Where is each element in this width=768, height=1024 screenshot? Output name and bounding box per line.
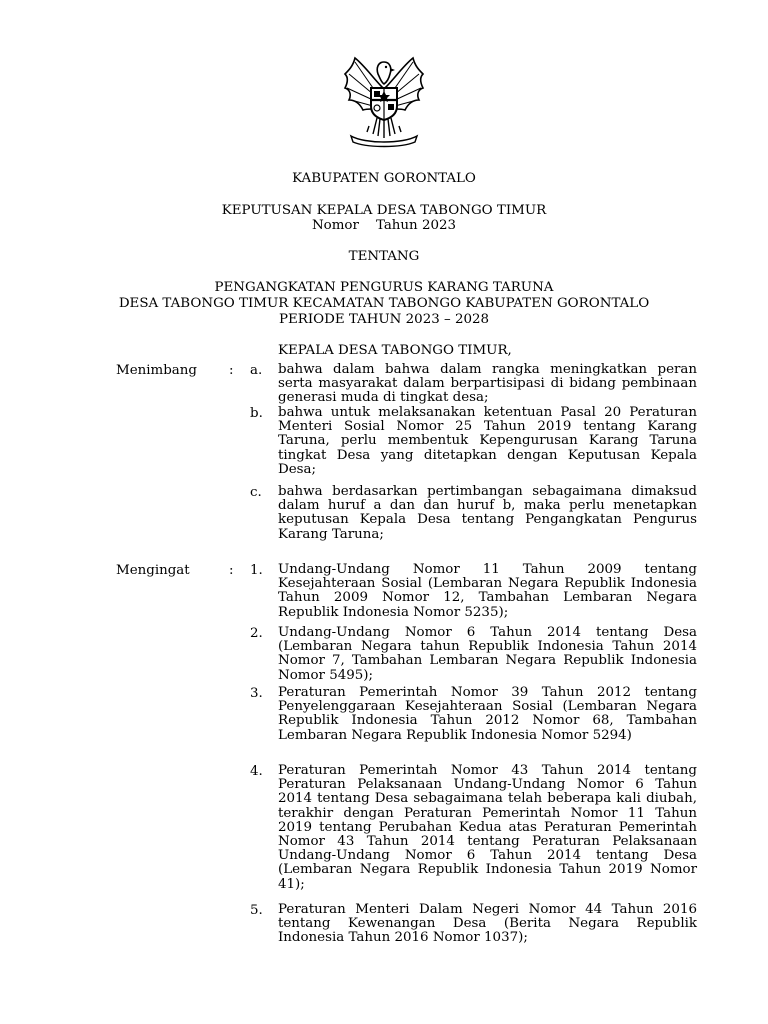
item-mark: 2. bbox=[250, 626, 263, 641]
item-mark: 1. bbox=[250, 563, 263, 578]
item-text: Undang-Undang Nomor 11 Tahun 2009 tentang Kesejahteraan Sosial (Lembaran Negara Republik Indonesia Tahun 2009 Nomor 12, Tambahan Lembaran Negara Republik Indonesia Nomor 5235); bbox=[278, 562, 697, 620]
garuda-emblem-icon bbox=[343, 48, 425, 148]
item-text: bahwa dalam bahwa dalam rangka meningkatkan peran serta masyarakat dalam berpartisipasi di bidang pembinaan generasi muda di tingkat desa; bbox=[278, 362, 697, 406]
item-text: Peraturan Menteri Dalam Negeri Nomor 44 Tahun 2016 tentang Kewenangan Desa (Berita Negara Republik Indonesia Tahun 2016 Nomor 1037); bbox=[278, 902, 697, 946]
item-mark: b. bbox=[250, 406, 263, 421]
mengingat-colon: : bbox=[229, 563, 234, 578]
subject-line-1: PENGANGKATAN PENGURUS KARANG TARUNA bbox=[214, 280, 554, 295]
number-label: Nomor bbox=[311, 218, 359, 233]
about-heading: TENTANG bbox=[348, 249, 420, 264]
issuer-heading: KEPALA DESA TABONGO TIMUR, bbox=[278, 343, 512, 358]
item-text: bahwa untuk melaksanakan ketentuan Pasal 20 Peraturan Menteri Sosial Nomor 25 Tahun 2019 tentang Karang Taruna, perlu membentuk Kepengurusan Karang Taruna tingkat Desa yang ditetapkan dengan Keputusan Kepala Desa; bbox=[278, 405, 697, 477]
subject-line-2: DESA TABONGO TIMUR KECAMATAN TABONGO KABUPATEN GORONTALO bbox=[118, 296, 650, 311]
item-mark: c. bbox=[250, 485, 262, 500]
item-text: Undang-Undang Nomor 6 Tahun 2014 tentang Desa (Lembaran Negara tahun Republik Indonesia Tahun 2014 Nomor 7, Tambahan Lembaran Negara Republik Indonesia Nomor 5495); bbox=[278, 625, 697, 683]
mengingat-label: Mengingat bbox=[116, 563, 190, 578]
item-mark: a. bbox=[250, 363, 263, 378]
item-text: Peraturan Pemerintah Nomor 39 Tahun 2012 tentang Penyelenggaraan Kesejahteraan Sosial (Lembaran Negara Republik Indonesia Tahun 2012 Nomor 68, Tambahan Lembaran Negara Republik Indonesia Nomor 5294) bbox=[278, 685, 697, 743]
menimbang-label: Menimbang bbox=[116, 363, 197, 378]
regency-title: KABUPATEN GORONTALO bbox=[292, 171, 476, 186]
menimbang-colon: : bbox=[229, 363, 234, 378]
year-label: Tahun 2023 bbox=[375, 218, 457, 233]
decree-title: KEPUTUSAN KEPALA DESA TABONGO TIMUR bbox=[221, 203, 547, 218]
item-mark: 5. bbox=[250, 903, 263, 918]
item-text: bahwa berdasarkan pertimbangan sebagaimana dimaksud dalam huruf a dan dan huruf b, maka perlu menetapkan keputusan Kepala Desa tentang Pengangkatan Pengurus Karang Taruna; bbox=[278, 484, 697, 542]
item-mark: 3. bbox=[250, 686, 263, 701]
decree-number-line bbox=[0, 218, 768, 234]
subject-line-3: PERIODE TAHUN 2023 – 2028 bbox=[278, 312, 490, 327]
item-text: Peraturan Pemerintah Nomor 43 Tahun 2014 tentang Peraturan Pelaksanaan Undang-Undang Nomor 6 Tahun 2014 tentang Desa sebagaimana telah beberapa kali diubah, terakhir dengan Peraturan Pemerintah Nomor 11 Tahun 2019 tentang Perubahan Kedua atas Peraturan Pemerintah Nomor 43 Tahun 2014 tentang Peraturan Pelaksanaan Undang-Undang Nomor 6 Tahun 2014 tentang Desa (Lembaran Negara Republik Indonesia Tahun 2019 Nomor 41); bbox=[278, 763, 697, 892]
item-mark: 4. bbox=[250, 764, 263, 779]
